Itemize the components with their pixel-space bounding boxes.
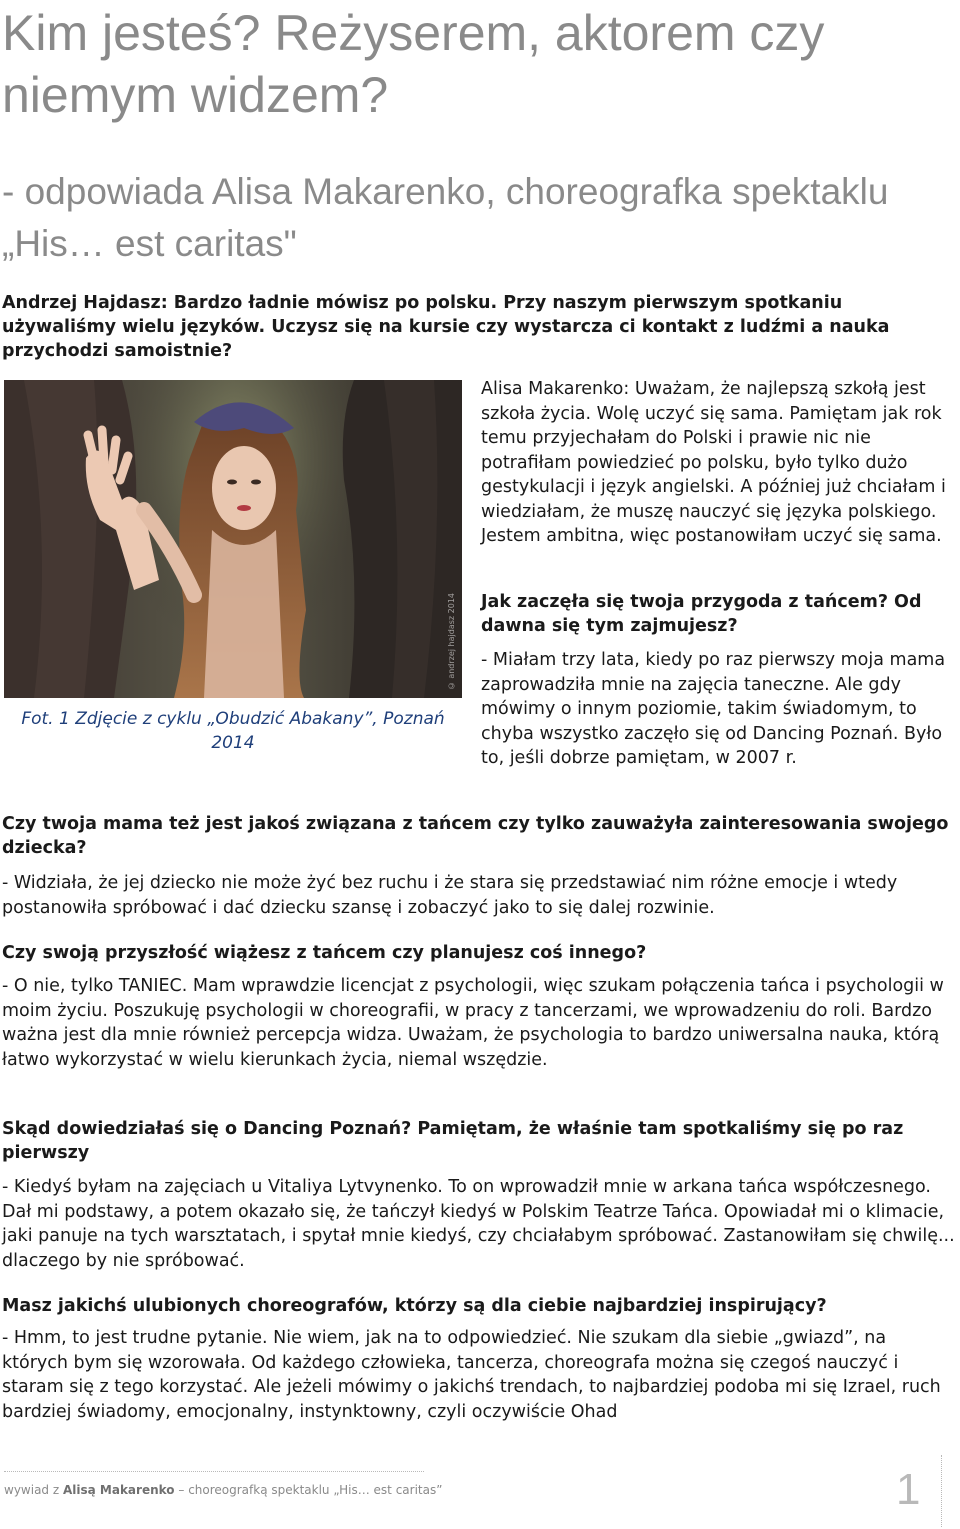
- footer-divider: [4, 1471, 424, 1472]
- article-subtitle: - odpowiada Alisa Makarenko, choreografka spektaklu „His… est caritas": [2, 171, 889, 264]
- question-5: Skąd dowiedziałaś się o Dancing Poznań? Pamiętam, że właśnie tam spotkaliśmy się po raz pierwszy: [2, 1119, 904, 1163]
- answer-5: - Kiedyś byłam na zajęciach u Vitaliya Lytvynenko. To on wprowadził mnie w arkana tańca współczesnego. Dał mi podstawy, a potem okazało się, że tańczył kiedyś w Polskim Teatrze Tańca. Opowiadał mi o klimacie, jaki panuje na tych warsztatach, i spytał mnie kiedyś, czy chciałabym spróbować. Zastanowiłam się chwilę... dlaczego by nie spróbować.: [2, 1177, 955, 1271]
- intro-question: Andrzej Hajdasz: Bardzo ładnie mówisz po polsku. Przy naszym pierwszym spotkaniu używaliśmy wielu języków. Uczysz się na kursie czy wystarcza ci kontakt z ludźmi a nauka przychodzi samoistnie?: [2, 293, 890, 361]
- question-2: Jak zaczęła się twoja przygoda z tańcem? Od dawna się tym zajmujesz?: [481, 592, 922, 636]
- answer-3: - Widziała, że jej dziecko nie może żyć bez ruchu i że stara się przedstawiać nim różne emocje i wtedy postanowiła spróbować i dać dziecku szansę i zobaczyć jako to się dalej rozwinie.: [2, 873, 898, 918]
- footer-text: [4, 1482, 442, 1498]
- question-3: Czy twoja mama też jest jakoś związana z tańcem czy tylko zauważyła zainteresowania swojego dziecka?: [2, 814, 949, 858]
- footer-prefix: wywiad z: [4, 1483, 60, 1497]
- footer-suffix: – choreografką spektaklu „His… est caritas”: [178, 1483, 443, 1497]
- article-title: Kim jesteś? Reżyserem, aktorem czy niemym widzem?: [2, 5, 825, 123]
- photo-caption: Fot. 1 Zdjęcie z cyklu „Obudzić Abakany”, Poznań 2014: [21, 709, 445, 753]
- footer-name: Alisą Makarenko: [62, 1483, 175, 1497]
- page-number: 1: [896, 1465, 921, 1514]
- photo-illustration: [4, 380, 462, 698]
- answer-2: - Miałam trzy lata, kiedy po raz pierwszy moja mama zaprowadziła mnie na zajęcia taneczne. Ale gdy mówimy o innym poziomie, takim świadomym, to chyba wszystko zaczęło się od Dancing Poznań. Było to, jeśli dobrze pamiętam, w 2007 r.: [481, 650, 946, 768]
- question-4: Czy swoją przyszłość wiążesz z tańcem czy planujesz coś innego?: [2, 943, 647, 963]
- answer-1: Alisa Makarenko: Uważam, że najlepszą szkołą jest szkoła życia. Wolę uczyć się sama. Pamiętam jak rok temu przyjechałam do Polski i prawie nic nie potrafiłam powiedzieć po polsku, było tylko dużo gestykulacji i język angielski. A później już chciałam i wiedziałam, że muszę nauczyć się języka polskiego. Jestem ambitna, więc postanowiłam uczyć się sama.: [481, 379, 946, 546]
- answer-4: - O nie, tylko TANIEC. Mam wprawdzie licencjat z psychologii, więc szukam połączenia tańca i psychologii w moim życiu. Poszukuję psychologii w choreografii, w pracy z tancerzami, we wprowadzeniu do roli. Bardzo ważna jest dla mnie również percepcja widza. Uważam, że psychologia to bardzo uniwersalna nauka, którą łatwo wykorzystać w wielu kierunkach życia, niemal wszędzie.: [2, 976, 944, 1070]
- photo: [4, 380, 462, 698]
- page-number-divider: [941, 1455, 942, 1527]
- photo-credit: © andrzej hajdasz 2014: [447, 592, 456, 690]
- question-6: Masz jakichś ulubionych choreografów, którzy są dla ciebie najbardziej inspirujący?: [2, 1296, 827, 1316]
- answer-6: - Hmm, to jest trudne pytanie. Nie wiem, jak na to odpowiedzieć. Nie szukam dla siebie „gwiazd”, na których bym się wzorowała. Od każdego człowieka, tancerza, choreografa można się czegoś nauczyć i staram się z tego korzystać. Ale jeżeli mówimy o jakichś trendach, to najbardziej podoba mi się Izrael, ruch bardziej świadomy, emocjonalny, instynktowny, czyli oczywiście Ohad: [2, 1328, 941, 1422]
